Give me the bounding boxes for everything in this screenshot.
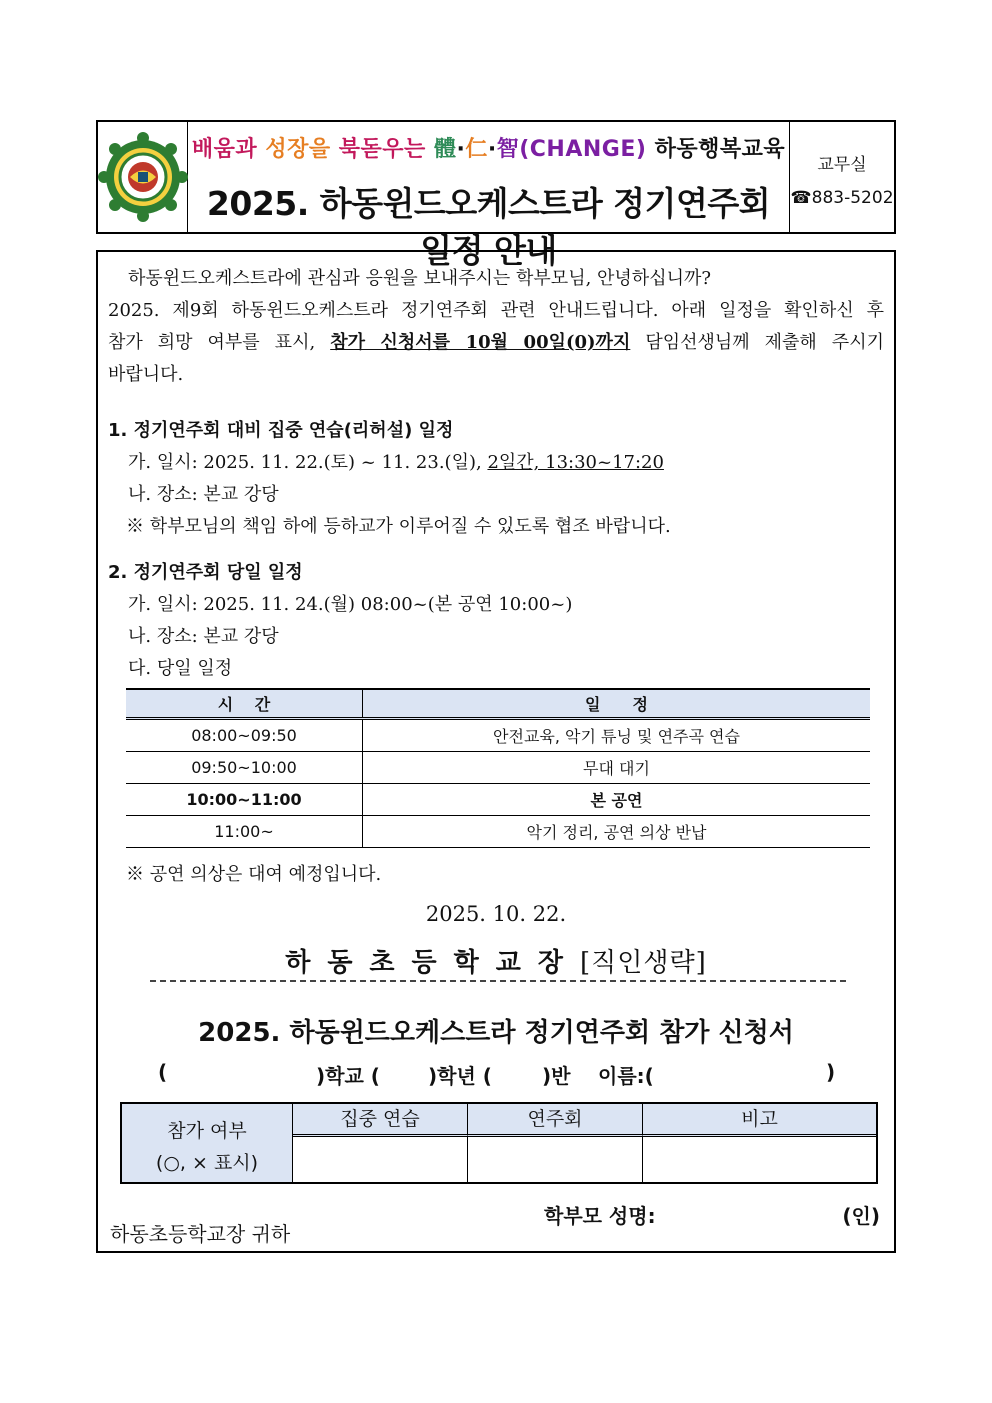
page-title: 2025. 하동윈드오케스트라 정기연주회 일정 안내 [206,184,771,270]
section2-schedule-label: 다. 당일 일정 [128,658,233,679]
section2-place: 나. 장소: 본교 강당 [128,626,279,647]
grade-field[interactable]: )학년 ( [428,1064,492,1088]
office-label: 교무실 [817,155,867,175]
intro-line-3: 참가 희망 여부를 표시, 참가 신청서를 10월 00일(0)까지 담임선생님께 제출해 주시기 [108,332,884,353]
section2-heading: 2. 정기연주회 당일 일정 [108,562,303,583]
document-header [96,120,896,270]
section1-heading: 1. 정기연주회 대비 집중 연습(리허설) 일정 [108,420,454,441]
row-time: 09:50~10:00 [126,752,363,784]
row-time: 11:00~ [126,816,363,848]
table-row [126,719,870,752]
section1-note: ※ 학부모님의 책임 하에 등하교가 이루어질 수 있도록 협조 바랍니다. [126,516,671,537]
section2-date: 가. 일시: 2025. 11. 24.(월) 08:00~(본 공연 10:00~) [128,594,573,615]
school-field[interactable]: )학교 ( [316,1064,380,1088]
row-time: 08:00~09:50 [126,719,363,752]
col-time-header: 시 간 [126,689,363,719]
phone-number: ☎883-5202 [790,188,894,208]
row-event: 악기 정리, 공연 의상 반납 [363,816,871,848]
row-event: 안전교육, 악기 튜닝 및 연주곡 연습 [363,719,871,752]
name-field[interactable]: 이름:( [598,1064,654,1088]
table-row [126,752,870,784]
seal-mark: (인) [842,1204,880,1228]
intro-line-1: 하동윈드오케스트라에 관심과 응원을 보내주시는 학부모님, 안녕하십니까? [128,268,712,289]
table-row [126,784,870,816]
row-event: 본 공연 [363,784,871,816]
col-event-header: 일 정 [363,689,871,719]
row-time: 10:00~11:00 [126,784,363,816]
section1-place: 나. 장소: 본교 강당 [128,484,279,505]
table-header-row [126,689,870,719]
header-title-cell [188,122,790,270]
deadline-text: 참가 신청서를 10월 00일(0)까지 [330,332,631,353]
application-table [120,1102,878,1184]
table-row [126,816,870,848]
seal-omitted-note: [직인생략] [580,948,707,978]
schedule-table [126,688,870,848]
slogan: 배움과 성장을 북돋우는 體·仁·智(CHANGE) 하동행복교육 [191,137,786,162]
class-field[interactable]: )반 [542,1064,571,1088]
section1-duration: 2일간, 13:30~17:20 [487,452,664,473]
intro-line-4: 바랍니다. [108,364,184,385]
addressee: 하동초등학교장 귀하 [110,1222,291,1246]
section1-date: 가. 일시: 2025. 11. 22.(토) ~ 11. 23.(일), 2일간, 13:30~17:20 [128,452,664,473]
concert-answer-cell[interactable] [468,1137,643,1182]
parent-signature-field[interactable]: 학부모 성명: [544,1204,656,1228]
row-event: 무대 대기 [363,752,871,784]
form-title: 2025. 하동윈드오케스트라 정기연주회 참가 신청서 [198,1018,794,1048]
document-body: 하동윈드오케스트라에 관심과 응원을 보내주시는 학부모님, 안녕하십니까? 2025. 제9회 하동윈드오케스트라 정기연주회 관련 안내드립니다. 아래 일정을 확인하신 후 참가 희망 여부를 표시, 참가 신청서를 10월 00일(0)까지 담임선생님께 제출해 주시기 바랍니다. 1. 정기연주회 대비 집중 연습(리허설) 일정 가. 일시: 2025. 11. 22.(토) ~ 11. 23.(일), 2일간, 13:30~17:20 나. 장소: 본교 강당 ※ 학부모님의 책임 하에 등하교가 이루어질 수 있도록 협조 바랍니다. 2. 정기연주회 당일 일정 가. 일시: 2025. 11. 24.(월) 08:00~(본 공연 10:00~) 나. 장소: 본교 강당 다. 당일 일정 시 간 일 정 08:00~09:50 안전교육, 악기 튜닝 및 연주곡 연습 09:50~10:00 무대 대기 10:00~11:00 본 공연 11:00~ 악기 정리, 공연 의상 반납 ※ 공연 의상은 대여 예정입니다. 2025. 10. 22. 하동초등학교장[직인생략] 2025. 하동윈드오케스트라 정기연주회 참가 신청서 ( )학교 ( )학년 ( )반 이름:( ) 참가 여부 (○, × 표시) 집중 연습 연주회 비고 학부모 성명: (인) 하동초등학교장 귀하 [96,250,896,1253]
remarks-cell[interactable] [643,1137,876,1182]
col-concert-header: 연주회 [468,1104,643,1137]
principal-signature: 하동초등학교장[직인생략] [285,948,707,978]
issue-date: 2025. 10. 22. [425,902,567,926]
school-emblem-icon [98,122,188,232]
col-rehearsal-header: 집중 연습 [293,1104,468,1137]
participation-label: 참가 여부 (○, × 표시) [122,1104,293,1182]
logo-cell [98,122,188,232]
intro-line-2: 2025. 제9회 하동윈드오케스트라 정기연주회 관련 안내드립니다. 아래 일정을 확인하신 후 [108,300,884,321]
col-remarks-header: 비고 [643,1104,876,1137]
cut-line [150,980,846,982]
costume-note: ※ 공연 의상은 대여 예정입니다. [126,864,382,885]
contact-cell [790,122,894,232]
rehearsal-answer-cell[interactable] [293,1137,468,1182]
